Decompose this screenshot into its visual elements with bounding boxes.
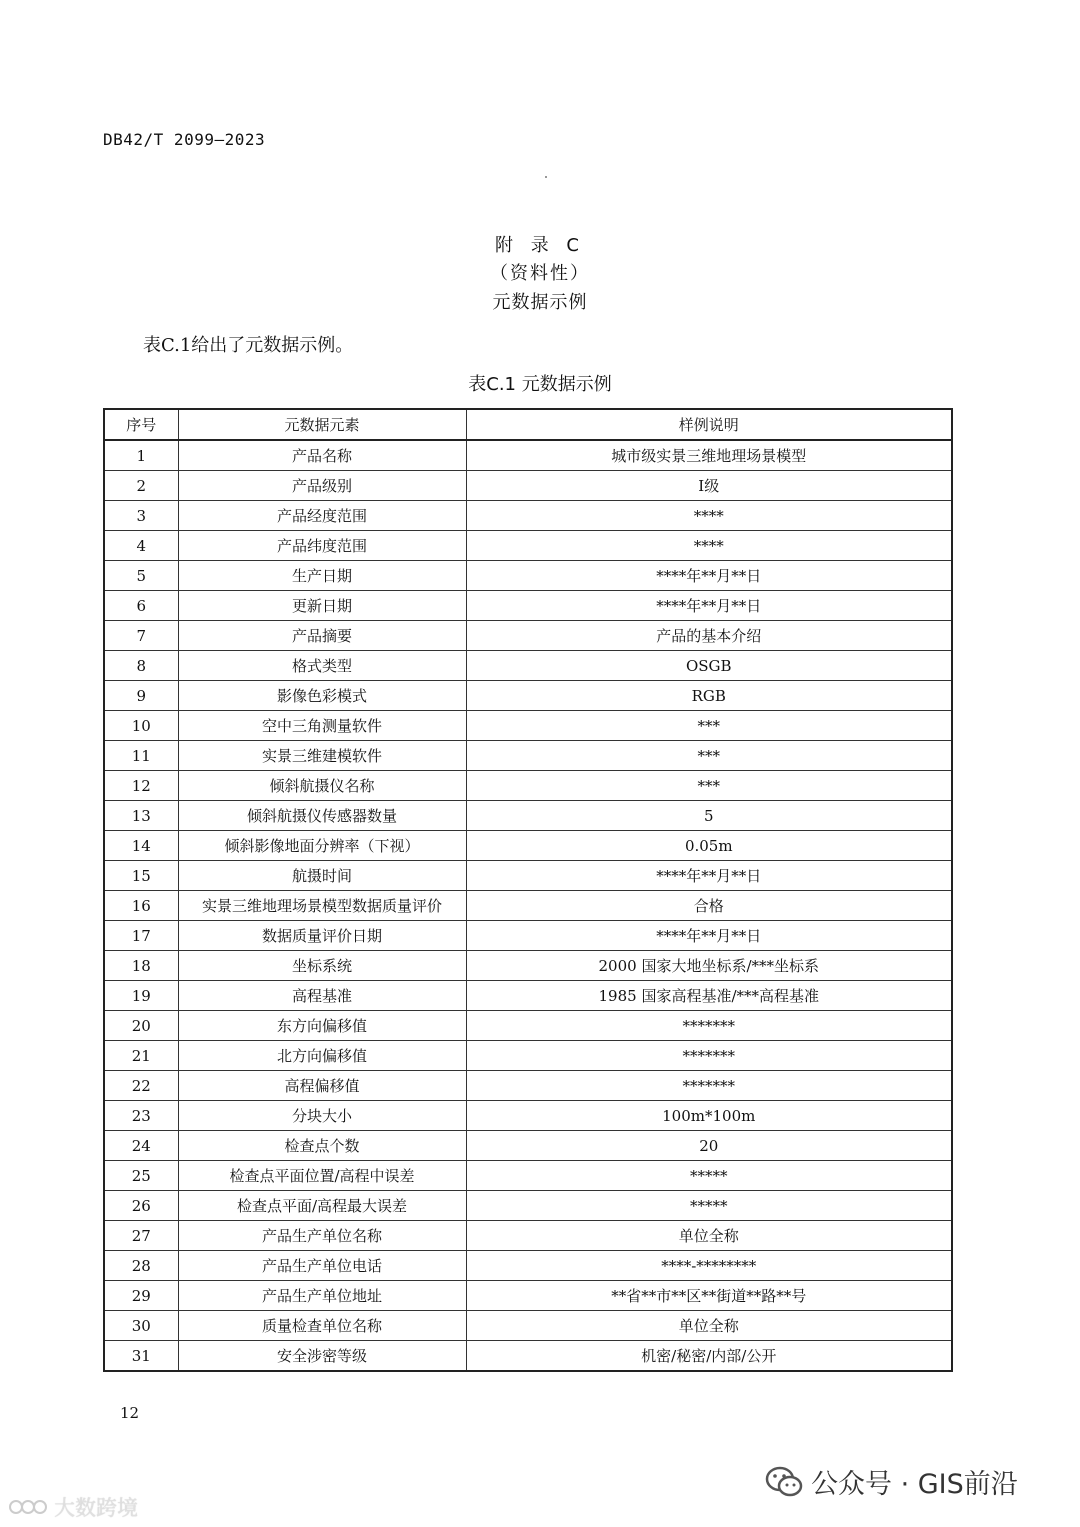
cell-element: 东方向偏移值	[178, 1011, 466, 1041]
cell-example: ****年**月**日	[466, 591, 952, 621]
cell-element: 倾斜航摄仪传感器数量	[178, 801, 466, 831]
cell-no: 7	[104, 621, 178, 651]
table-row	[104, 1221, 952, 1251]
cell-example: 机密/秘密/内部/公开	[466, 1341, 952, 1372]
table-row	[104, 1041, 952, 1071]
cell-no: 8	[104, 651, 178, 681]
cell-element: 空中三角测量软件	[178, 711, 466, 741]
cell-no: 19	[104, 981, 178, 1011]
cell-example: ****-********	[466, 1251, 952, 1281]
table-row	[104, 981, 952, 1011]
watermark-logo-icon	[8, 1497, 48, 1517]
cell-no: 29	[104, 1281, 178, 1311]
cell-example: 城市级实景三维地理场景模型	[466, 440, 952, 471]
table-row	[104, 471, 952, 501]
cell-example: 100m*100m	[466, 1101, 952, 1131]
cell-no: 3	[104, 501, 178, 531]
table-row	[104, 1131, 952, 1161]
cell-element: 影像色彩模式	[178, 681, 466, 711]
table-row	[104, 771, 952, 801]
cell-example: 合格	[466, 891, 952, 921]
page-number: 12	[120, 1404, 140, 1422]
cell-element: 产品经度范围	[178, 501, 466, 531]
cell-no: 26	[104, 1191, 178, 1221]
cell-example: ***	[466, 711, 952, 741]
cell-example: Ⅰ级	[466, 471, 952, 501]
table-row	[104, 741, 952, 771]
intro-text: 表C.1给出了元数据示例。	[143, 335, 354, 356]
cell-no: 21	[104, 1041, 178, 1071]
cell-no: 20	[104, 1011, 178, 1041]
document-id: DB42/T 2099—2023	[103, 130, 266, 149]
cell-no: 14	[104, 831, 178, 861]
cell-example: *******	[466, 1041, 952, 1071]
cell-example: 5	[466, 801, 952, 831]
cell-example: 产品的基本介绍	[466, 621, 952, 651]
cell-element: 数据质量评价日期	[178, 921, 466, 951]
table-caption: 表C.1 元数据示例	[468, 374, 612, 395]
table-row	[104, 681, 952, 711]
cell-element: 检查点平面/高程最大误差	[178, 1191, 466, 1221]
cell-element: 产品生产单位名称	[178, 1221, 466, 1251]
cell-example: *****	[466, 1161, 952, 1191]
cell-element: 高程基准	[178, 981, 466, 1011]
table-row	[104, 440, 952, 471]
cell-no: 9	[104, 681, 178, 711]
cell-no: 6	[104, 591, 178, 621]
cell-no: 10	[104, 711, 178, 741]
cell-element: 倾斜航摄仪名称	[178, 771, 466, 801]
table-row	[104, 831, 952, 861]
cell-no: 2	[104, 471, 178, 501]
table-row	[104, 1071, 952, 1101]
cell-no: 23	[104, 1101, 178, 1131]
cell-element: 更新日期	[178, 591, 466, 621]
header-cell-element: 元数据元素	[178, 409, 466, 440]
table-row	[104, 501, 952, 531]
appendix-title: 附 录 C	[494, 235, 585, 256]
cell-no: 15	[104, 861, 178, 891]
cell-no: 17	[104, 921, 178, 951]
cell-element: 产品生产单位地址	[178, 1281, 466, 1311]
header-cell-no: 序号	[104, 409, 178, 440]
cell-element: 坐标系统	[178, 951, 466, 981]
cell-element: 产品名称	[178, 440, 466, 471]
cell-element: 安全涉密等级	[178, 1341, 466, 1372]
cell-example: ****年**月**日	[466, 921, 952, 951]
header-cell-example: 样例说明	[466, 409, 952, 440]
decorative-dot	[545, 176, 547, 178]
table-body	[104, 440, 952, 1371]
cell-element: 检查点个数	[178, 1131, 466, 1161]
table-row	[104, 891, 952, 921]
table-row	[104, 1191, 952, 1221]
cell-no: 25	[104, 1161, 178, 1191]
table-row	[104, 801, 952, 831]
cell-element: 产品级别	[178, 471, 466, 501]
appendix-heading: 元数据示例	[492, 292, 588, 313]
table-row	[104, 1251, 952, 1281]
wechat-account-text: 公众号 · GIS前沿	[811, 1469, 1018, 1500]
table-row	[104, 1311, 952, 1341]
table-header-row	[104, 409, 952, 440]
cell-no: 16	[104, 891, 178, 921]
cell-no: 11	[104, 741, 178, 771]
cell-no: 13	[104, 801, 178, 831]
cell-no: 18	[104, 951, 178, 981]
cell-element: 检查点平面位置/高程中误差	[178, 1161, 466, 1191]
cell-element: 北方向偏移值	[178, 1041, 466, 1071]
cell-element: 实景三维建模软件	[178, 741, 466, 771]
wechat-icon	[765, 1465, 803, 1499]
cell-element: 产品生产单位电话	[178, 1251, 466, 1281]
watermark	[8, 1492, 138, 1522]
cell-no: 5	[104, 561, 178, 591]
cell-no: 4	[104, 531, 178, 561]
cell-element: 格式类型	[178, 651, 466, 681]
cell-example: ****	[466, 531, 952, 561]
appendix-subtitle: （资料性）	[490, 263, 590, 284]
cell-example: 2000 国家大地坐标系/***坐标系	[466, 951, 952, 981]
table-row	[104, 1161, 952, 1191]
table-row	[104, 1281, 952, 1311]
cell-no: 22	[104, 1071, 178, 1101]
cell-example: RGB	[466, 681, 952, 711]
cell-element: 产品纬度范围	[178, 531, 466, 561]
table-row	[104, 591, 952, 621]
cell-example: **省**市**区**街道**路**号	[466, 1281, 952, 1311]
table-row	[104, 531, 952, 561]
cell-example: ****	[466, 501, 952, 531]
cell-no: 1	[104, 440, 178, 471]
cell-element: 产品摘要	[178, 621, 466, 651]
table-row	[104, 711, 952, 741]
cell-element: 航摄时间	[178, 861, 466, 891]
table-row	[104, 1101, 952, 1131]
wechat-account-label	[765, 1462, 1018, 1501]
table-row	[104, 1341, 952, 1372]
cell-example: 20	[466, 1131, 952, 1161]
cell-example: ****年**月**日	[466, 861, 952, 891]
cell-example: *****	[466, 1191, 952, 1221]
cell-example: 单位全称	[466, 1221, 952, 1251]
cell-example: 1985 国家高程基准/***高程基准	[466, 981, 952, 1011]
cell-no: 31	[104, 1341, 178, 1372]
cell-no: 30	[104, 1311, 178, 1341]
cell-example: OSGB	[466, 651, 952, 681]
table-row	[104, 951, 952, 981]
cell-example: *******	[466, 1071, 952, 1101]
metadata-table	[103, 408, 953, 1372]
cell-element: 高程偏移值	[178, 1071, 466, 1101]
cell-no: 24	[104, 1131, 178, 1161]
cell-example: 0.05m	[466, 831, 952, 861]
cell-no: 27	[104, 1221, 178, 1251]
cell-example: ****年**月**日	[466, 561, 952, 591]
cell-no: 28	[104, 1251, 178, 1281]
cell-element: 分块大小	[178, 1101, 466, 1131]
table-row	[104, 1011, 952, 1041]
table-row	[104, 921, 952, 951]
cell-element: 倾斜影像地面分辨率（下视）	[178, 831, 466, 861]
watermark-text: 大数跨境	[54, 1496, 138, 1520]
cell-no: 12	[104, 771, 178, 801]
cell-example: ***	[466, 741, 952, 771]
cell-example: ***	[466, 771, 952, 801]
cell-element: 生产日期	[178, 561, 466, 591]
table-row	[104, 621, 952, 651]
cell-element: 实景三维地理场景模型数据质量评价	[178, 891, 466, 921]
cell-example: *******	[466, 1011, 952, 1041]
cell-example: 单位全称	[466, 1311, 952, 1341]
table-row	[104, 861, 952, 891]
cell-element: 质量检查单位名称	[178, 1311, 466, 1341]
table-row	[104, 561, 952, 591]
table-row	[104, 651, 952, 681]
